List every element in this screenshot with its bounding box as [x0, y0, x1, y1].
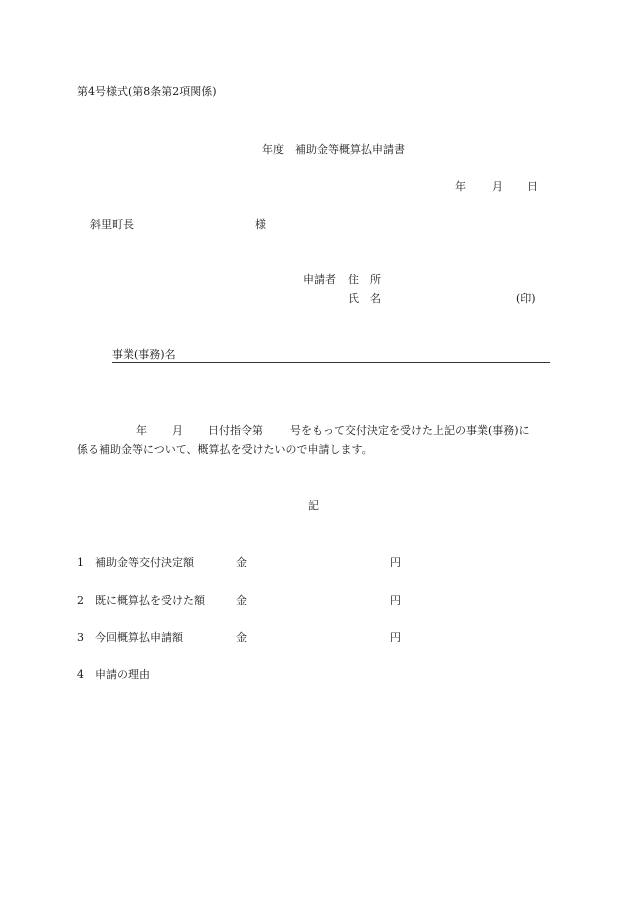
item-number: 3 [77, 631, 84, 644]
project-name-underline [112, 362, 550, 363]
body-line2: 係る補助金等について、概算払を受けたいので申請します。 [77, 443, 373, 456]
seal-mark: (印) [516, 292, 536, 305]
applicant-label: 申請者 [303, 273, 336, 286]
item-number: 4 [77, 668, 84, 681]
addressee-name: 斜里町長 [90, 218, 134, 231]
date-year-label: 年 [455, 180, 466, 193]
item-currency: 金 [236, 594, 247, 607]
item-number: 2 [77, 594, 84, 607]
item-unit: 円 [390, 556, 401, 569]
item-label: 補助金等交付決定額 [95, 556, 194, 569]
body-line1-end: 号をもって交付決定を受けた上記の事業(事務)に [290, 424, 530, 437]
applicant-name-label: 氏 名 [348, 292, 381, 305]
date-month-label: 月 [492, 180, 503, 193]
item-unit: 円 [390, 594, 401, 607]
body-month-label: 月 [172, 424, 183, 437]
ki-heading: 記 [308, 499, 319, 512]
form-number: 第4号様式(第8条第2項関係) [77, 85, 217, 98]
document-title: 年度 補助金等概算払申請書 [262, 143, 405, 156]
body-year-label: 年 [136, 424, 147, 437]
addressee-honorific: 様 [255, 218, 266, 231]
date-day-label: 日 [527, 180, 538, 193]
applicant-address-label: 住 所 [348, 273, 381, 286]
item-label: 申請の理由 [95, 668, 150, 681]
item-label: 既に概算払を受けた額 [95, 594, 205, 607]
project-name-label: 事業(事務)名 [112, 348, 176, 361]
body-directive-label: 日付指令第 [208, 424, 263, 437]
item-unit: 円 [390, 631, 401, 644]
item-currency: 金 [236, 556, 247, 569]
item-number: 1 [77, 556, 84, 569]
item-label: 今回概算払申請額 [95, 631, 183, 644]
item-currency: 金 [236, 631, 247, 644]
